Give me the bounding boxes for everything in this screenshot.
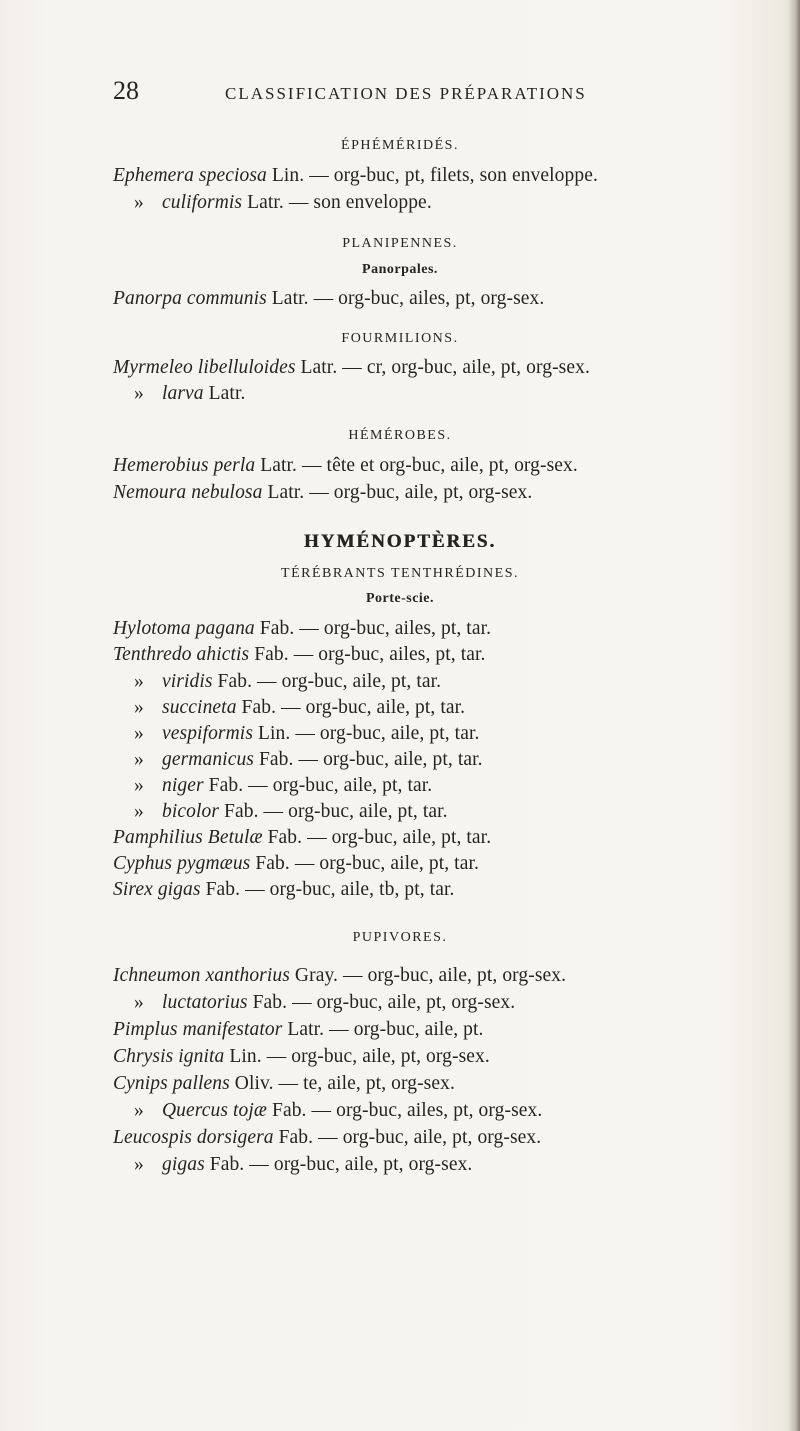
list-item (113, 165, 753, 187)
taxon-name: bicolor (162, 801, 220, 822)
running-head: CLASSIFICATION DES PRÉPARATIONS (225, 84, 587, 103)
taxon-name: Panorpa communis (113, 288, 267, 309)
taxon-author: Fab. (278, 1127, 314, 1148)
list-item (134, 671, 774, 693)
specimen-parts: — org-buc, aile, pt, tar. (281, 697, 466, 718)
family-heading-porte-scie: Porte-scie. (365, 591, 435, 606)
taxon-name: luctatorius (162, 992, 248, 1013)
taxon-name: Ephemera speciosa (113, 165, 267, 186)
taxon-author: Fab. (255, 853, 290, 874)
taxon-author: Fab. (208, 775, 244, 796)
ditto-mark: » (134, 192, 144, 213)
specimen-parts: — org-buc, aile, tb, pt, tar. (245, 879, 455, 900)
taxon-author: Latr. (300, 357, 338, 378)
ditto-mark: » (134, 1154, 144, 1175)
taxon-name: culiformis (162, 192, 243, 213)
taxon-author: Fab. (252, 992, 288, 1013)
list-item (134, 723, 774, 745)
ditto-mark: » (134, 775, 144, 796)
taxon-name: gigas (162, 1154, 205, 1175)
specimen-parts: — son enveloppe. (288, 192, 432, 213)
specimen-parts: — org-buc, aile, pt, org-sex. (292, 992, 516, 1013)
taxon-author: Oliv. (234, 1073, 274, 1094)
taxon-author: Latr. (267, 482, 305, 503)
page-header (113, 76, 733, 112)
specimen-parts: — org-buc, aile, pt, org-sex. (309, 482, 533, 503)
list-item (113, 827, 753, 849)
taxon-name: succineta (162, 697, 237, 718)
specimen-parts: — te, aile, pt, org-sex. (278, 1073, 455, 1094)
taxon-name: Nemoura nebulosa (113, 482, 263, 503)
taxon-author: Lin. (229, 1046, 262, 1067)
list-item (134, 992, 774, 1014)
list-item (134, 1154, 774, 1176)
list-item (113, 1127, 753, 1149)
list-item (113, 644, 753, 666)
taxon-name: Ichneumon xanthorius (113, 965, 290, 986)
taxon-author: Latr. (247, 192, 284, 213)
list-item (134, 383, 774, 405)
taxon-author: Fab. (267, 827, 303, 848)
specimen-parts: — org-buc, aile, pt, tar. (257, 671, 442, 692)
order-heading-hymenopteres: HYMÉNOPTÈRES. (303, 531, 497, 552)
specimen-parts: — org-buc, ailes, pt, tar. (299, 618, 492, 639)
ditto-mark: » (134, 697, 144, 718)
specimen-parts: — org-buc, pt, filets, son enveloppe. (309, 165, 598, 186)
specimen-parts: — org-buc, aile, pt, tar. (248, 775, 433, 796)
taxon-name: germanicus (162, 749, 254, 770)
taxon-author: Fab. (258, 749, 294, 770)
taxon-name: Hylotoma pagana (113, 618, 255, 639)
list-item (113, 357, 753, 379)
section-heading-planipennes: PLANIPENNES. (342, 236, 458, 251)
list-item (113, 965, 753, 987)
family-heading-panorpales: Panorpales. (362, 262, 438, 277)
ditto-mark: » (134, 671, 144, 692)
taxon-author: Lin. (271, 165, 305, 186)
taxon-author: Fab. (272, 1100, 307, 1121)
list-item (113, 288, 753, 310)
specimen-parts: — org-buc, aile, pt. (329, 1019, 484, 1040)
list-item (113, 455, 753, 477)
specimen-parts: — org-buc, aile, pt, org-sex. (343, 965, 567, 986)
ditto-mark: » (134, 723, 144, 744)
specimen-parts: — org-buc, aile, pt, tar. (263, 801, 448, 822)
section-heading-hemerobes: HÉMÉROBES. (348, 428, 452, 443)
specimen-parts: — org-buc, aile, pt, tar. (298, 749, 483, 770)
taxon-author: Latr. (260, 455, 297, 476)
taxon-author: Latr. (271, 288, 309, 309)
taxon-author: Gray. (294, 965, 339, 986)
list-item (113, 1046, 753, 1068)
specimen-parts: — org-buc, aile, pt, org-sex. (249, 1154, 473, 1175)
page-edge-shadow (788, 0, 800, 1431)
taxon-name: Sirex gigas (113, 879, 201, 900)
taxon-author: Fab. (209, 1154, 245, 1175)
specimen-parts: — tête et org-buc, aile, pt, org-sex. (301, 455, 578, 476)
specimen-parts: — org-buc, aile, pt, tar. (307, 827, 492, 848)
taxon-name: Cynips pallens (113, 1073, 230, 1094)
section-heading-pupivores: PUPIVORES. (352, 930, 448, 945)
list-item (134, 697, 774, 719)
taxon-name: vespiformis (162, 723, 254, 744)
taxon-author: Fab. (217, 671, 253, 692)
specimen-parts: — org-buc, aile, pt, tar. (295, 723, 480, 744)
specimen-parts: — org-buc, ailes, pt, org-sex. (311, 1100, 543, 1121)
ditto-mark: » (134, 749, 144, 770)
list-item (134, 775, 774, 797)
specimen-parts: — cr, org-buc, aile, pt, org-sex. (342, 357, 590, 378)
taxon-name: larva (162, 383, 204, 404)
taxon-name: Myrmeleo libelluloides (113, 357, 296, 378)
specimen-parts: — org-buc, aile, pt, org-sex. (318, 1127, 542, 1148)
specimen-parts: — org-buc, aile, pt, org-sex. (266, 1046, 490, 1067)
list-item (113, 482, 753, 504)
taxon-author: Lin. (258, 723, 291, 744)
specimen-parts: — org-buc, ailes, pt, org-sex. (313, 288, 545, 309)
taxon-name: Pimplus manifestator (113, 1019, 283, 1040)
section-heading-ephemerides: ÉPHÉMÉRIDÉS. (341, 138, 459, 153)
taxon-name: Chrysis ignita (113, 1046, 225, 1067)
taxon-name: Pamphilius Betulæ (113, 827, 263, 848)
list-item (134, 801, 774, 823)
ditto-mark: » (134, 801, 144, 822)
taxon-name: Quercus tojæ (162, 1100, 268, 1121)
taxon-author: Fab. (224, 801, 259, 822)
taxon-name: Tenthredo ahictis (113, 644, 250, 665)
taxon-name: Hemerobius perla (113, 455, 256, 476)
list-item (113, 853, 753, 875)
specimen-parts: — org-buc, aile, pt, tar. (294, 853, 479, 874)
list-item (113, 1019, 753, 1041)
section-heading-fourmilions: FOURMILIONS. (341, 331, 459, 346)
list-item (134, 192, 774, 214)
taxon-name: viridis (162, 671, 213, 692)
taxon-author: Fab. (259, 618, 295, 639)
ditto-mark: » (134, 1100, 144, 1121)
specimen-parts: — org-buc, ailes, pt, tar. (293, 644, 486, 665)
list-item (113, 879, 753, 901)
page-number: 28 (113, 76, 139, 105)
list-item (113, 1073, 753, 1095)
taxon-author: Latr. (287, 1019, 325, 1040)
taxon-author: Fab. (205, 879, 241, 900)
list-item (134, 1100, 774, 1122)
list-item (113, 618, 753, 640)
taxon-name: niger (162, 775, 204, 796)
taxon-name: Cyphus pygmæus (113, 853, 251, 874)
taxon-author: Fab. (241, 697, 277, 718)
section-heading-terebrants: TÉRÉBRANTS TENTHRÉDINES. (281, 566, 519, 581)
taxon-author: Latr. (208, 383, 246, 404)
list-item (134, 749, 774, 771)
taxon-author: Fab. (254, 644, 289, 665)
taxon-name: Leucospis dorsigera (113, 1127, 274, 1148)
ditto-mark: » (134, 383, 144, 404)
ditto-mark: » (134, 992, 144, 1013)
